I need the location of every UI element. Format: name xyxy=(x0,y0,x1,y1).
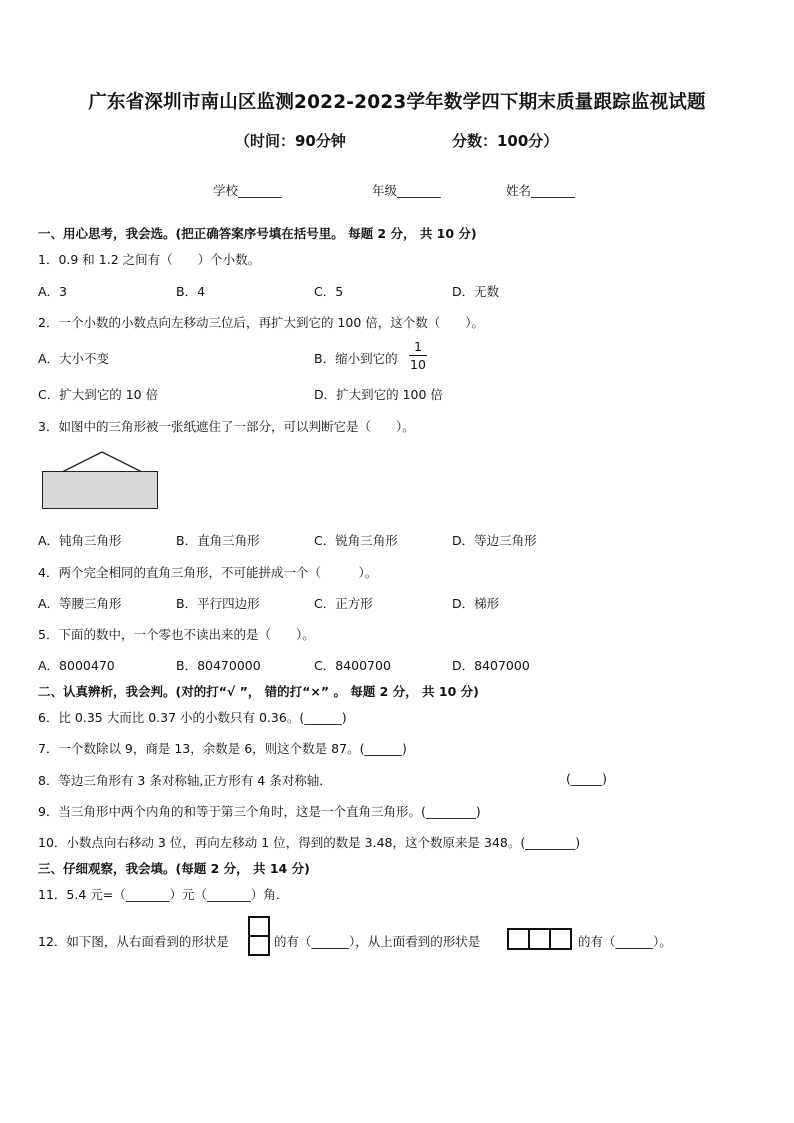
square-cell xyxy=(507,928,530,950)
square-cell xyxy=(248,935,270,956)
q5-text: 5．下面的数中，一个零也不读出来的是（ ）。 xyxy=(38,627,315,642)
q4-option-b[interactable]: B．平行四边形 xyxy=(176,596,260,611)
q6-text[interactable]: 6．比 0.35 大而比 0.37 小的小数只有 0.36。(______) xyxy=(38,710,347,725)
q3-option-b[interactable]: B．直角三角形 xyxy=(176,533,260,548)
exam-score: 分数：100分） xyxy=(452,132,559,150)
q12-text-middle[interactable]: 的有（______），从上面看到的形状是 xyxy=(274,934,481,949)
q1-option-b[interactable]: B．4 xyxy=(176,284,206,299)
q3-option-d[interactable]: D．等边三角形 xyxy=(452,533,537,548)
q2-option-b[interactable]: B．缩小到它的 xyxy=(314,351,398,366)
q2-text: 2．一个小数的小数点向左移动三位后，再扩大到它的 100 倍，这个数（ ）。 xyxy=(38,315,485,330)
q5-option-c[interactable]: C．8400700 xyxy=(314,658,391,673)
square-cell xyxy=(549,928,572,950)
q9-text[interactable]: 9．当三角形中两个内角的和等于第三个角时，这是一个直角三角形。(________) xyxy=(38,804,481,819)
name-field[interactable]: 姓名_______ xyxy=(506,183,575,198)
q3-option-a[interactable]: A．钝角三角形 xyxy=(38,533,122,548)
q1-option-d[interactable]: D．无数 xyxy=(452,284,500,299)
q1-text: 1．0.9 和 1.2 之间有（ ）个小数。 xyxy=(38,252,261,267)
square-cell xyxy=(528,928,551,950)
q2-option-a[interactable]: A．大小不变 xyxy=(38,351,110,366)
top-view-shape xyxy=(507,928,572,950)
q8-answer-blank[interactable]: (_____) xyxy=(566,771,608,786)
q3-option-c[interactable]: C．锐角三角形 xyxy=(314,533,398,548)
fraction-numerator: 1 xyxy=(414,339,422,354)
q5-option-a[interactable]: A．8000470 xyxy=(38,658,115,673)
q1-option-a[interactable]: A．3 xyxy=(38,284,68,299)
q4-option-c[interactable]: C．正方形 xyxy=(314,596,373,611)
fraction-bar xyxy=(409,355,427,356)
q4-option-d[interactable]: D．梯形 xyxy=(452,596,500,611)
q12-text-start: 12．如下图，从右面看到的形状是 xyxy=(38,934,229,949)
covering-paper-figure xyxy=(42,471,158,509)
school-field[interactable]: 学校_______ xyxy=(213,183,282,198)
q4-option-a[interactable]: A．等腰三角形 xyxy=(38,596,122,611)
q12-text-end[interactable]: 的有（______）。 xyxy=(578,934,672,949)
fraction-one-tenth xyxy=(409,339,427,372)
q5-option-b[interactable]: B．80470000 xyxy=(176,658,261,673)
fraction-denominator: 10 xyxy=(410,357,426,372)
section1-heading: 一、用心思考，我会选。(把正确答案序号填在括号里。 每题 2 分， 共 10 分) xyxy=(38,226,477,241)
q4-text: 4．两个完全相同的直角三角形，不可能拼成一个（ ）。 xyxy=(38,565,378,580)
q7-text[interactable]: 7．一个数除以 9，商是 13，余数是 6，则这个数是 87。(______) xyxy=(38,741,407,756)
q5-option-d[interactable]: D．8407000 xyxy=(452,658,530,673)
square-cell xyxy=(248,916,270,937)
grade-field[interactable]: 年级_______ xyxy=(372,183,441,198)
q2-option-c[interactable]: C．扩大到它的 10 倍 xyxy=(38,387,159,402)
section3-heading: 三、仔细观察，我会填。(每题 2 分， 共 14 分) xyxy=(38,861,310,876)
triangle-visible-sides xyxy=(62,452,142,472)
q8-text: 8．等边三角形有 3 条对称轴,正方形有 4 条对称轴． xyxy=(38,773,332,788)
page-title: 广东省深圳市南山区监测2022-2023学年数学四下期末质量跟踪监视试题 xyxy=(88,92,706,113)
q3-text: 3．如图中的三角形被一张纸遮住了一部分，可以判断它是（ ）。 xyxy=(38,419,415,434)
q10-text[interactable]: 10．小数点向右移动 3 位，再向左移动 1 位，得到的数是 3.48，这个数原来是 348。(________) xyxy=(38,835,581,850)
right-view-shape xyxy=(248,916,270,958)
q11-text[interactable]: 11．5.4 元=（_______）元（_______）角． xyxy=(38,887,289,902)
q1-option-c[interactable]: C．5 xyxy=(314,284,344,299)
exam-time: （时间：90分钟 xyxy=(235,132,346,150)
q2-option-d[interactable]: D．扩大到它的 100 倍 xyxy=(314,387,443,402)
section2-heading: 二、认真辨析，我会判。(对的打“√ ”， 错的打“×” 。 每题 2 分， 共 10 分) xyxy=(38,684,479,699)
